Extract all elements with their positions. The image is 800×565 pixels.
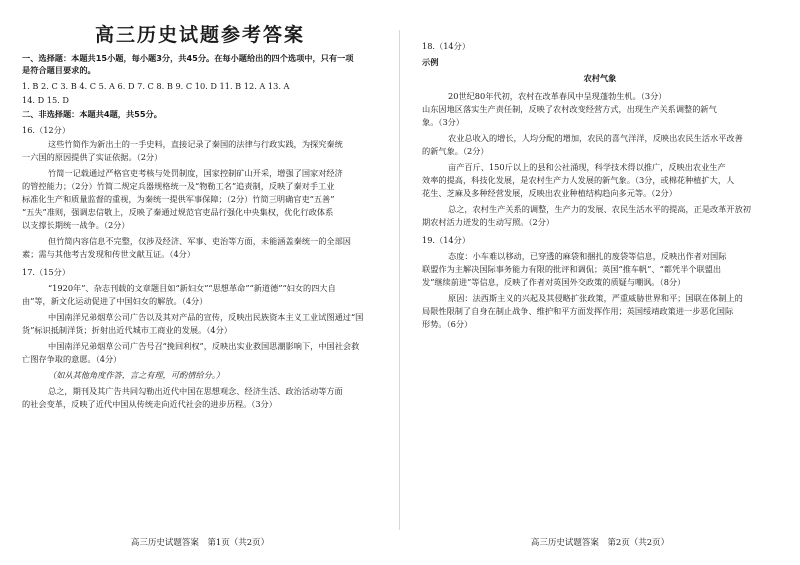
q19-p2-line2: 局限性限制了自身在制止战争、维护和平方面发挥作用；英国绥靖政策进一步恶化国际: [422, 306, 734, 316]
q18-p3-line3: 花生、芝麻及多种经营发展，反映出农业种植结构趋向多元等。（2分）: [422, 188, 677, 198]
q17-p2-line2: 货”标识抵制洋货；折射出近代城市工商业的发展。（4分）: [22, 325, 232, 335]
q17-p4-line2: 的社会变革，反映了近代中国从传统走向近代社会的进步历程。（3分）: [22, 399, 277, 409]
q18-example-label: 示例: [422, 57, 439, 67]
q17-p3-line2: 亡图存争取的意愿。（4分）: [22, 354, 122, 364]
q19-p1-line2: 联盟作为主解决国际事务能力有限的批评和调侃；英国“推车帆”、“都凭半个联盟出: [422, 264, 722, 274]
q16-p2-line3: 标准化生产和质量监督的重视，为秦统一提供军事保障；（2分）竹简三明确官吏“五善”: [22, 194, 335, 204]
page-1-footer: 高三历史试题答案 第1页（共2页）: [130, 538, 270, 548]
q16-p3-line1: 但竹简内容信息不完整，仅涉及经济、军事、吏治等方面，未能涵盖秦统一的全部因: [48, 236, 351, 246]
q18-p4-line2: 期农村活力迸发的生动写照。（2分）: [422, 217, 555, 227]
q19-p2-line3: 形势。（6分）: [422, 319, 473, 329]
q19-heading: 19.（14分）: [422, 235, 471, 245]
document-title: 高三历史试题参考答案: [94, 24, 305, 46]
q17-p4-line1: 总之，期刊及其广告共同勾勒出近代中国在思想观念、经济生活、政治活动等方面: [48, 386, 343, 396]
q18-p1-line2: 山东因地区落实生产责任制，反映了农村改变经营方式，出现生产关系调整的新气: [422, 104, 717, 114]
q16-p3-line2: 素；需与其他考古发现和传世文献互证。（4分）: [22, 249, 196, 259]
q16-p1-line2: 一六国的原因提供了实证依据。（2分）: [22, 152, 163, 162]
q18-p1-line3: 象。（3分）: [422, 117, 465, 127]
q18-p3-line1: 亩产百斤、150斤以上的县和公社涌现，科学技术得以推广，反映出农业生产: [448, 162, 726, 172]
q18-p1-line1: 20世纪80年代初，农村在改革春风中呈现蓬勃生机。（3分）: [448, 91, 667, 101]
q17-p1-line1: “1920年”、杂志刊载的文章题目如“新妇女”“思想革命”“新道德”“妇女的四大自: [48, 283, 336, 293]
section2-header: 二、非选择题：本题共4题，共55分。: [22, 109, 162, 119]
q16-p2-line4: “五失”准则，强调忠信敬上，反映了秦通过规范官吏品行强化中央集权，优化行政体系: [22, 207, 334, 217]
q17-note: （如从其他角度作答，言之有理，可酌情给分。）: [48, 370, 225, 380]
q19-p2-line1: 原因：法西斯主义的兴起及其侵略扩张政策，严重威胁世界和平；国联在体制上的: [448, 293, 743, 303]
q18-p2-line1: 农业总收入的增长，人均分配的增加，农民的喜气洋洋，反映出农民生活水平改善: [448, 133, 743, 143]
q18-subtitle: 农村气象: [583, 73, 617, 83]
q18-heading: 18.（14分）: [422, 41, 471, 51]
q16-heading: 16.（12分）: [22, 125, 71, 135]
q18-p4-line1: 总之，农村生产关系的调整，生产力的发展、农民生活水平的提高，正是改革开放初: [448, 204, 751, 214]
q17-p3-line1: 中国南洋兄弟烟草公司广告号召“挽回利权”，反映出实业救国思潮影响下，中国社会救: [48, 341, 360, 351]
section1-header-cont: 是符合题目要求的。: [22, 65, 96, 75]
q16-p2-line1: 竹简一记载通过严格官吏考核与处罚制度，国家控制矿山开采，增强了国家对经济: [48, 168, 343, 178]
q16-p2-line2: 的管控能力；（2分）竹简二规定兵器规格统一及“物勒工名”追责制，反映了秦对手工业: [22, 181, 335, 191]
q16-p1-line1: 这些竹简作为新出土的一手史料，直接记录了秦国的法律与行政实践，为探究秦统: [48, 139, 343, 149]
q17-p1-line2: 由”等，新文化运动促进了中国妇女的解放。（4分）: [22, 296, 208, 306]
q17-heading: 17.（15分）: [22, 267, 71, 277]
page-2-footer: 高三历史试题答案 第2页（共2页）: [530, 538, 670, 548]
q19-p1-line3: 发”继续前进”等信息，反映了作者对英国外交政策的质疑与嘲讽。（8分）: [422, 277, 686, 287]
q17-p2-line1: 中国南洋兄弟烟草公司广告以及其对产品的宣传，反映出民族资本主义工业试图通过“国: [48, 312, 364, 322]
q18-p3-line2: 效率的提高，科技化发展，是农村生产力人发展的新气象。（3分，或棉花种植扩大，人: [422, 175, 735, 185]
page-2: [400, 0, 800, 565]
q19-p1-line1: 态度：小车难以移动，已穿透的麻袋和捆扎的废袋等信息，反映出作者对国际: [448, 251, 727, 261]
q16-p2-line5: 以支撑长期统一战争。（2分）: [22, 220, 130, 230]
answers-row-2: 14. D 15. D: [22, 95, 69, 105]
section1-header: 一、选择题：本题共15小题，每小题3分，共45分。在每小题给出的四个选项中，只有一项: [22, 53, 354, 63]
q18-p2-line2: 的新气象。（2分）: [422, 146, 489, 156]
answers-row-1: 1. B 2. C 3. B 4. C 5. A 6. D 7. C 8. B 9. C 10. D 11. B 12. A 13. A: [22, 81, 290, 91]
